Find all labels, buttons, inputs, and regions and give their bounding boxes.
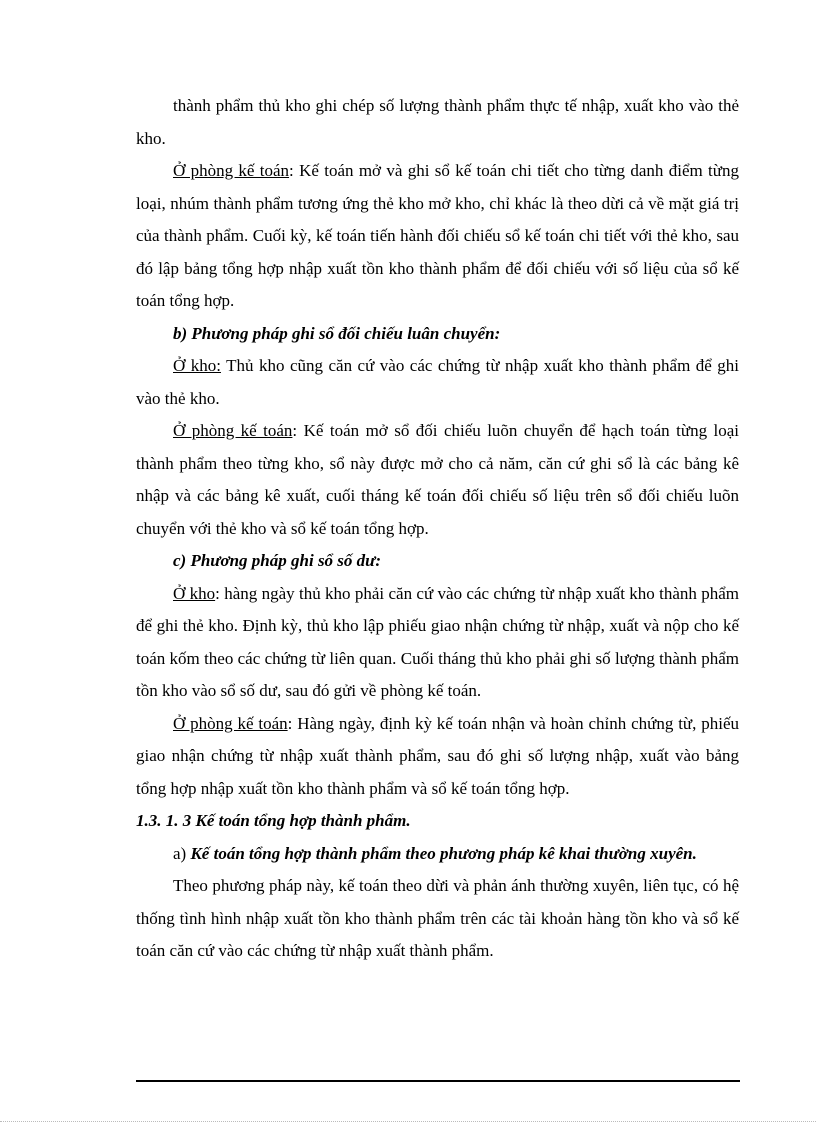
paragraph-accounting-dept-2 (136, 415, 739, 545)
page-edge-divider (0, 1121, 816, 1122)
paragraph-text: Thủ kho cũng căn cứ vào các chứng từ nhập xuất kho thành phẩm để ghi vào thẻ kho. (136, 356, 739, 408)
paragraph-accounting-dept-1 (136, 155, 739, 318)
document-page (136, 90, 739, 968)
paragraph-text: : Kế toán mở sổ đối chiếu luõn chuyển để hạch toán từng loại thành phẩm theo từng kho, sổ này được mở cho cả năm, căn cứ ghi sổ là các bảng kê nhập và các bảng kê xuất, cuối tháng kế toán đối chiếu số liệu trên sổ đối chiếu luõn chuyển với thẻ kho và sổ kế toán tổng hợp. (136, 421, 739, 538)
heading-a-prefix: a) (173, 843, 191, 863)
heading-method-a (136, 838, 739, 871)
paragraph-method-description: Theo phương pháp này, kế toán theo dừi và phản ánh thường xuyên, liên tục, có hệ thống tình hình nhập xuất tồn kho thành phẩm trên các tài khoản hàng tồn kho và sổ kế toán căn cứ vào các chứng từ nhập xuất thành phẩm. (136, 876, 739, 960)
paragraph-warehouse-1 (136, 350, 739, 415)
paragraph-accounting-dept-3 (136, 708, 739, 806)
section-heading: 1.3. 1. 3 Kế toán tổng hợp thành phẩm. (136, 811, 411, 830)
accounting-dept-label: Ở phòng kế toán (173, 713, 288, 733)
paragraph-warehouse-2 (136, 578, 739, 708)
warehouse-label: Ở kho (173, 583, 216, 603)
accounting-dept-label: Ở phòng kế toán (173, 161, 290, 180)
accounting-dept-label: Ở phòng kế toán (173, 421, 293, 440)
paragraph-text: : Kế toán mở và ghi sổ kế toán chi tiết cho từng danh điểm từng loại, nhúm thành phẩm tương ứng thẻ kho mở kho, chỉ khác là theo dừi cả về mặt giá trị của thành phẩm. Cuối kỳ, kế toán tiến hành đối chiếu sổ kế toán chi tiết với thẻ kho, sau đó lập bảng tổng hợp nhập xuất tồn kho thành phẩm để đối chiếu với số liệu của sổ kế toán tổng hợp. (136, 161, 739, 310)
paragraph-1: thành phẩm thủ kho ghi chép số lượng thành phẩm thực tế nhập, xuất kho vào thẻ kho. (136, 96, 739, 148)
paragraph-text: : Hàng ngày, định kỳ kế toán nhận và hoàn chỉnh chứng từ, phiếu giao nhận chứng từ nhập xuất thành phẩm, sau đó ghi số lượng nhập, xuất vào bảng tổng hợp nhập xuất tồn kho thành phẩm và sổ kế toán tổng hợp. (136, 713, 739, 798)
heading-method-b: b) Phương pháp ghi sổ đối chiếu luân chuyển: (173, 323, 501, 343)
heading-a-text: Kế toán tổng hợp thành phẩm theo phương pháp kê khai thường xuyên. (190, 843, 697, 863)
paragraph-text: : hàng ngày thủ kho phải căn cứ vào các chứng từ nhập xuất kho thành phẩm để ghi thẻ kho. Định kỳ, thủ kho lập phiếu giao nhận chứng từ nhập, xuất và nộp cho kế toán kốm theo các chứng từ liên quan. Cuối tháng thủ kho phải ghi số lượng thành phẩm tồn kho vào sổ số dư, sau đó gửi về phòng kế toán. (136, 583, 739, 700)
heading-method-c: c) Phương pháp ghi sổ số dư: (173, 551, 382, 570)
warehouse-label: Ở kho: (173, 356, 221, 375)
footer-divider (136, 1080, 740, 1082)
